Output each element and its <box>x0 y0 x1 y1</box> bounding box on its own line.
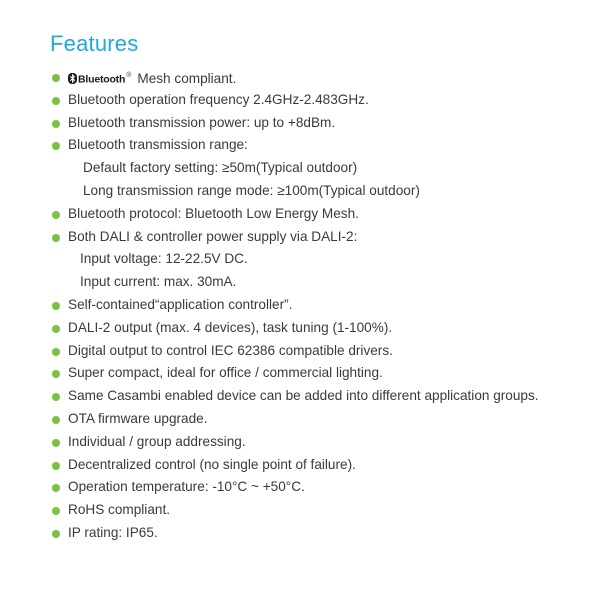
bullet-dot <box>52 211 60 219</box>
list-item <box>52 66 592 89</box>
bullet-dot <box>52 234 60 242</box>
list-item-text: Digital output to control IEC 62386 compatible drivers. <box>68 342 393 358</box>
list-item-text: Default factory setting: ≥50m(Typical outdoor) <box>83 160 358 176</box>
list-item-text: Long transmission range mode: ≥100m(Typical outdoor) <box>83 182 420 198</box>
list-item <box>52 431 592 454</box>
list-item-text: Individual / group addressing. <box>68 433 246 449</box>
features-list <box>52 66 592 545</box>
list-item-text: Operation temperature: -10°C ~ +50°C. <box>68 479 305 495</box>
list-item-text: Bluetooth transmission range: <box>68 137 248 153</box>
list-item <box>52 340 592 363</box>
bluetooth-logo <box>68 65 131 91</box>
list-item <box>52 112 592 135</box>
bullet-dot <box>52 484 60 492</box>
list-item-text: Same Casambi enabled device can be added into different application groups. <box>68 388 539 404</box>
list-item <box>52 499 592 522</box>
bullet-dot <box>52 370 60 378</box>
sub-list-item <box>52 271 592 294</box>
bullet-dot <box>52 74 60 82</box>
sub-list-item <box>52 157 592 180</box>
bullet-dot <box>52 416 60 424</box>
features-heading: Features <box>50 31 139 56</box>
sub-list-item <box>52 248 592 271</box>
list-item <box>52 226 592 249</box>
bullet-dot <box>52 507 60 515</box>
bullet-dot <box>52 393 60 401</box>
bullet-dot <box>52 302 60 310</box>
list-item <box>52 408 592 431</box>
list-item-text: Both DALI & controller power supply via DALI-2: <box>68 228 358 244</box>
list-item <box>52 522 592 545</box>
list-item-text: Mesh compliant. <box>137 70 237 86</box>
bullet-dot <box>52 439 60 447</box>
list-item-text: Self-contained“application controller”. <box>68 296 293 312</box>
list-item-text: Bluetooth transmission power: up to +8dBm. <box>68 114 336 130</box>
list-item <box>52 294 592 317</box>
bullet-dot <box>52 120 60 128</box>
list-item <box>52 362 592 385</box>
list-item-text: OTA firmware upgrade. <box>68 410 208 426</box>
list-item <box>52 134 592 157</box>
bluetooth-icon <box>68 73 77 84</box>
bullet-dot <box>52 97 60 105</box>
bluetooth-logo-text: Bluetooth <box>78 73 126 86</box>
list-item <box>52 476 592 499</box>
list-item-text: IP rating: IP65. <box>68 524 158 540</box>
list-item-text: DALI-2 output (max. 4 devices), task tuning (1-100%). <box>68 319 393 335</box>
registered-mark: ® <box>126 72 132 79</box>
list-item <box>52 454 592 477</box>
list-item-text: Input voltage: 12-22.5V DC. <box>80 251 248 267</box>
list-item <box>52 203 592 226</box>
bullet-dot <box>52 325 60 333</box>
bullet-dot <box>52 142 60 150</box>
list-item-text: Input current: max. 30mA. <box>80 274 237 290</box>
list-item-text: Bluetooth operation frequency 2.4GHz-2.483GHz. <box>68 91 369 107</box>
list-item <box>52 89 592 112</box>
list-item-text: Decentralized control (no single point of failure). <box>68 456 356 472</box>
bullet-dot <box>52 462 60 470</box>
list-item <box>52 317 592 340</box>
list-item-text: RoHS compliant. <box>68 502 170 518</box>
list-item <box>52 385 592 408</box>
list-item-text: Bluetooth protocol: Bluetooth Low Energy Mesh. <box>68 205 359 221</box>
list-item-text: Super compact, ideal for office / commercial lighting. <box>68 365 383 381</box>
bullet-dot <box>52 348 60 356</box>
bullet-dot <box>52 530 60 538</box>
sub-list-item <box>52 180 592 203</box>
